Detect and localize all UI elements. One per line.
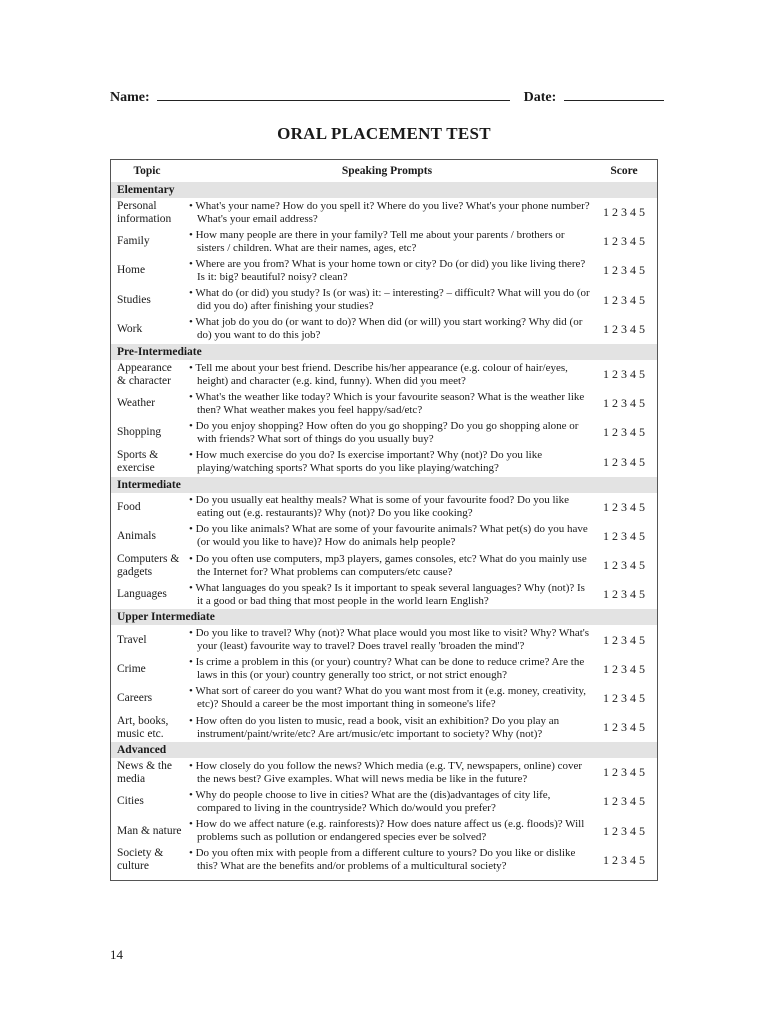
prompt-text: • What job do you do (or want to do)? When did (or will) you start working? Why did (or do) you want to do this job? [189, 316, 583, 342]
prompt-cell [183, 315, 591, 344]
prompt-text: • Do you like to travel? Why (not)? What place would you most like to visit? Why? What's your (least) favourite way to travel? Does travel really 'broaden the mind'? [189, 627, 590, 653]
prompt-text: • How many people are there in your family? Tell me about your parents / brothers or sisters / children. What are their names, ages, etc? [189, 228, 565, 254]
prompt-cell [183, 787, 591, 816]
score-scale[interactable]: 1 2 3 4 5 [603, 499, 645, 514]
prompt-cell [183, 360, 591, 389]
score-scale[interactable]: 1 2 3 4 5 [603, 425, 645, 440]
prompt-text: • What's your name? How do you spell it? Where do you live? What's your phone number? What's your email address? [189, 199, 590, 225]
score-scale[interactable]: 1 2 3 4 5 [603, 823, 645, 838]
prompt-text: • How much exercise do you do? Is exercise important? Why (not)? Do you like playing/watching sports? What sports do you like playing/watching? [189, 449, 543, 475]
prompt-text: • Do you often mix with people from a different culture to yours? Do you like or dislike this? What are the benefits and/or problems of a multicultural society? [189, 847, 576, 873]
score-scale[interactable]: 1 2 3 4 5 [603, 321, 645, 336]
score-scale[interactable]: 1 2 3 4 5 [603, 852, 645, 867]
topic-cell: Art, books, music etc. [117, 714, 169, 740]
table-row [111, 787, 657, 816]
prompt-text: • How often do you listen to music, read a book, visit an exhibition? Do you play an instrument/paint/write/etc? Are art/music/etc important to society? Why (not)? [189, 714, 560, 740]
table-row [111, 389, 657, 418]
level-heading-row [111, 182, 657, 198]
score-scale[interactable]: 1 2 3 4 5 [603, 367, 645, 382]
table-row [111, 315, 657, 344]
level-heading: Upper Intermediate [111, 609, 657, 625]
prompt-text: • What languages do you speak? Is it important to speak several languages? Why (not)? Is it a good or bad thing that most people in the world learn English? [189, 581, 585, 607]
topic-cell: Food [117, 500, 141, 513]
score-scale[interactable]: 1 2 3 4 5 [603, 528, 645, 543]
score-scale[interactable]: 1 2 3 4 5 [603, 234, 645, 249]
prompt-cell [183, 846, 591, 875]
table-row [111, 817, 657, 846]
prompt-text: • What do (or did) you study? Is (or was) it: – interesting? – difficult? What will you do (or did you do) after finishing your studies? [189, 287, 590, 313]
column-header-prompts: Speaking Prompts [341, 165, 433, 177]
table-row [111, 198, 657, 227]
name-blank[interactable] [157, 88, 510, 101]
table-row [111, 418, 657, 447]
table-row [111, 713, 657, 742]
topic-cell: Studies [117, 293, 151, 306]
score-scale[interactable]: 1 2 3 4 5 [603, 292, 645, 307]
score-scale[interactable]: 1 2 3 4 5 [603, 396, 645, 411]
prompt-text: • Is crime a problem in this (or your) country? What can be done to reduce crime? Are the laws in this (or your) country generally too strict, or not strict enough? [189, 656, 585, 682]
table-header-row [111, 160, 657, 182]
topic-cell: Personal information [117, 199, 172, 225]
table-row [111, 493, 657, 522]
topic-cell: Society & culture [117, 847, 164, 873]
table-row [111, 758, 657, 787]
score-scale[interactable]: 1 2 3 4 5 [603, 263, 645, 278]
level-heading-row [111, 609, 657, 625]
topic-cell: Weather [117, 397, 156, 410]
topic-cell: Sports & exercise [117, 449, 159, 475]
topic-cell: Careers [117, 691, 153, 704]
table-body [111, 182, 657, 875]
table-row [111, 448, 657, 477]
prompt-cell [183, 655, 591, 684]
level-heading: Intermediate [111, 477, 657, 493]
prompt-cell [183, 625, 591, 654]
date-blank[interactable] [564, 88, 664, 101]
score-scale[interactable]: 1 2 3 4 5 [603, 454, 645, 469]
topic-cell: News & the media [117, 759, 172, 785]
prompt-cell [183, 522, 591, 551]
prompt-cell [183, 418, 591, 447]
prompt-cell [183, 758, 591, 787]
table-row [111, 286, 657, 315]
score-scale[interactable]: 1 2 3 4 5 [603, 765, 645, 780]
table-row [111, 522, 657, 551]
prompt-cell [183, 389, 591, 418]
topic-cell: Appearance & character [117, 361, 172, 387]
level-heading: Elementary [111, 182, 657, 198]
prompt-cell [183, 286, 591, 315]
level-heading-row [111, 742, 657, 758]
prompt-text: • Do you enjoy shopping? How often do you go shopping? Do you go shopping alone or with friends? What sort of things do you usually buy? [189, 419, 579, 445]
topic-cell: Home [117, 264, 146, 277]
prompt-text: • What sort of career do you want? What do you want most from it (e.g. money, creativity, etc)? Should a career be the most important thing in someone's life? [189, 685, 586, 711]
score-scale[interactable]: 1 2 3 4 5 [603, 558, 645, 573]
prompt-cell [183, 493, 591, 522]
date-label: Date: [523, 90, 557, 105]
topic-cell: Family [117, 235, 150, 248]
prompt-text: • How closely do you follow the news? Which media (e.g. TV, newspapers, online) cover the news best? Give examples. What will news media be like in the future? [189, 759, 583, 785]
topic-cell: Shopping [117, 426, 162, 439]
score-scale[interactable]: 1 2 3 4 5 [603, 661, 645, 676]
prompt-cell [183, 713, 591, 742]
placement-test-table [110, 159, 658, 881]
score-scale[interactable]: 1 2 3 4 5 [603, 632, 645, 647]
score-scale[interactable]: 1 2 3 4 5 [603, 794, 645, 809]
table-row [111, 684, 657, 713]
name-date-line [110, 88, 660, 106]
table-row [111, 846, 657, 875]
topic-cell: Crime [117, 662, 146, 675]
table-row [111, 360, 657, 389]
level-heading: Advanced [111, 742, 657, 758]
prompt-cell [183, 580, 591, 609]
table-row [111, 655, 657, 684]
score-scale[interactable]: 1 2 3 4 5 [603, 205, 645, 220]
table-row [111, 227, 657, 256]
prompt-cell [183, 684, 591, 713]
topic-cell: Work [117, 322, 143, 335]
page-title: ORAL PLACEMENT TEST [277, 124, 491, 143]
level-heading: Pre-Intermediate [111, 344, 657, 360]
table-row [111, 580, 657, 609]
level-heading-row [111, 344, 657, 360]
prompt-text: • Tell me about your best friend. Describe his/her appearance (e.g. colour of hair/eyes, height) and character (e.g. kind, funny). When did you meet? [189, 361, 568, 387]
prompt-cell [183, 817, 591, 846]
prompt-text: • What's the weather like today? Which is your favourite season? What is the weather like then? What weather makes you feel happy/sad/etc? [189, 390, 585, 416]
prompt-cell [183, 551, 591, 580]
prompt-cell [183, 256, 591, 285]
prompt-text: • How do we affect nature (e.g. rainforests)? How does nature affect us (e.g. floods)? Will problems such as pollution or endangered species ever be solved? [189, 818, 585, 844]
topic-cell: Animals [117, 529, 156, 542]
page-number: 14 [110, 947, 123, 962]
topic-cell: Computers & gadgets [117, 552, 180, 578]
prompt-text: • Why do people choose to live in cities? What are the (dis)advantages of city life, compared to living in the countryside? Which do/would you prefer? [189, 788, 551, 814]
prompt-text: • Do you like animals? What are some of your favourite animals? What pet(s) do you have (or would you like to have)? How do animals help people? [189, 523, 588, 549]
prompt-text: • Where are you from? What is your home town or city? Do (or did) you like living there? Is it: big? beautiful? noisy? clean? [189, 257, 586, 283]
score-scale[interactable]: 1 2 3 4 5 [603, 690, 645, 705]
topic-cell: Man & nature [117, 824, 182, 837]
table-row [111, 256, 657, 285]
column-header-score: Score [610, 165, 638, 177]
topic-cell: Cities [117, 795, 144, 808]
column-header-topic: Topic [133, 165, 161, 177]
table-row [111, 551, 657, 580]
prompt-cell [183, 198, 591, 227]
prompt-cell [183, 448, 591, 477]
topic-cell: Travel [117, 633, 147, 646]
topic-cell: Languages [117, 588, 167, 601]
prompt-text: • Do you usually eat healthy meals? What is some of your favourite food? Do you like eating out (e.g. restaurants)? Why (not)? Do you like cooking? [189, 494, 569, 520]
prompt-cell [183, 227, 591, 256]
table-row [111, 625, 657, 654]
prompt-text: • Do you often use computers, mp3 players, games consoles, etc? What do you mainly use the Internet for? What problems can computers/etc cause? [189, 552, 587, 578]
score-scale[interactable]: 1 2 3 4 5 [603, 720, 645, 735]
score-scale[interactable]: 1 2 3 4 5 [603, 587, 645, 602]
level-heading-row [111, 477, 657, 493]
name-label: Name: [110, 90, 150, 105]
